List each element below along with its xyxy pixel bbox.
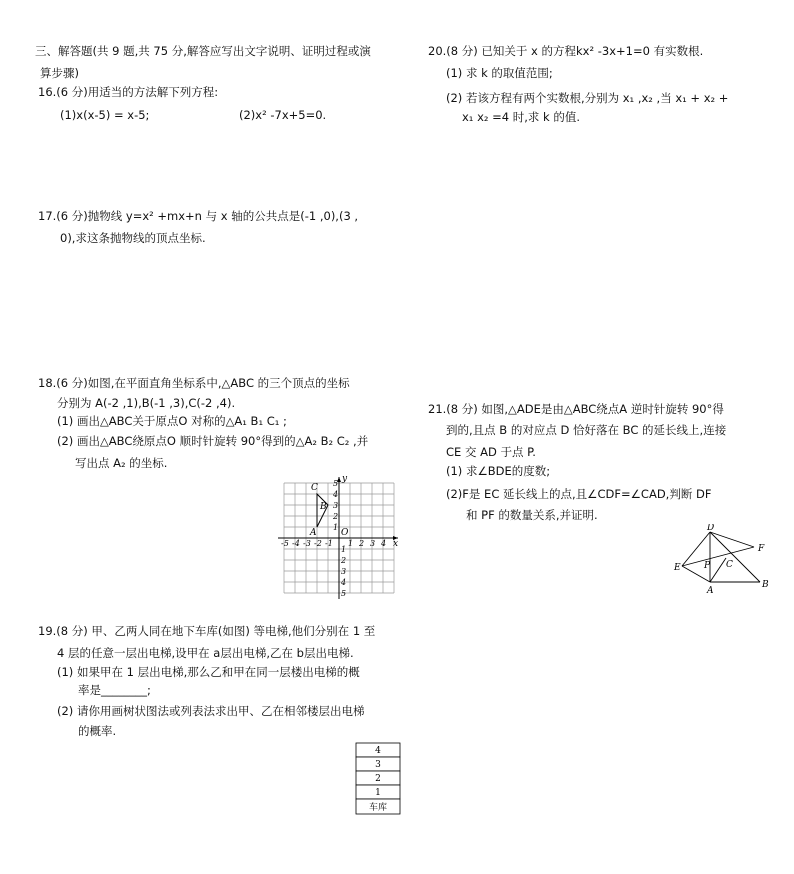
q19-part2-line1: (2) 请你用画树状图法或列表法求出甲、乙在相邻楼层出电梯 — [57, 704, 365, 718]
q18-part2-line1: (2) 画出△ABC绕原点O 顺时针旋转 90°得到的△A₂ B₂ C₂ ,并 — [57, 434, 369, 448]
point-c-label: C — [311, 483, 318, 493]
y-tick: 4 — [333, 490, 339, 499]
q20-part1: (1) 求 k 的取值范围; — [446, 66, 553, 80]
section-header-line2: 算步骤) — [40, 66, 79, 80]
q17-line2: 0),求这条抛物线的顶点坐标. — [60, 231, 206, 245]
point-d-label: D — [707, 524, 715, 533]
q21-line2: 到的,且点 B 的对应点 D 恰好落在 BC 的延长线上,连接 — [446, 423, 727, 437]
q21-line1: 21.(8 分) 如图,△ADE是由△ABC绕点A 逆时针旋转 90°得 — [428, 402, 724, 416]
point-a-label: A — [310, 528, 317, 538]
x-tick: 4 — [381, 539, 387, 548]
x-tick: -5 — [281, 539, 289, 548]
x-axis-label: x — [393, 539, 399, 549]
y-tick: 1 — [333, 523, 339, 532]
q21-part2-line1: (2)F是 EC 延长线上的点,且∠CDF=∠CAD,判断 DF — [446, 487, 712, 501]
x-tick: -4 — [292, 539, 300, 548]
floor-label: 2 — [375, 774, 381, 784]
x-tick: -3 — [303, 539, 311, 548]
x-tick: -2 — [314, 539, 322, 548]
y-tick: 4 — [341, 578, 347, 587]
floor-label: 1 — [375, 788, 381, 798]
q16-equation-1: (1)x(x-5) = x-5; — [60, 108, 150, 122]
q19-line1: 19.(8 分) 甲、乙两人同在地下车库(如图) 等电梯,他们分别在 1 至 — [38, 624, 376, 638]
q20-line1: 20.(8 分) 已知关于 x 的方程kx² -3x+1=0 有实数根. — [428, 44, 704, 58]
y-tick: 1 — [341, 545, 347, 554]
coordinate-grid-figure — [276, 475, 402, 601]
x-tick: 3 — [370, 539, 376, 548]
floor-label: 3 — [375, 760, 381, 770]
y-tick: 2 — [341, 556, 347, 565]
point-f-label: F — [758, 544, 765, 554]
point-b-label: B — [762, 580, 769, 590]
rotation-geometry-figure — [670, 524, 774, 598]
y-tick: 3 — [333, 501, 339, 510]
floor-label: 车库 — [368, 803, 388, 813]
elevator-floors-figure — [355, 742, 403, 822]
q21-part2-line2: 和 PF 的数量关系,并证明. — [466, 508, 598, 522]
point-b-label: B — [320, 502, 327, 512]
point-p-label: P — [704, 561, 711, 571]
q19-part1-line2: 率是________; — [78, 683, 151, 697]
x-tick: -1 — [325, 539, 333, 548]
q18-part2-line2: 写出点 A₂ 的坐标. — [75, 456, 168, 470]
floor-label: 4 — [375, 746, 381, 756]
y-tick: 5 — [333, 479, 339, 488]
q21-part1: (1) 求∠BDE的度数; — [446, 464, 551, 478]
y-tick: 2 — [333, 512, 339, 521]
x-tick: 2 — [359, 539, 365, 548]
x-tick: 1 — [348, 539, 354, 548]
point-c-label: C — [726, 560, 733, 570]
q17-line1: 17.(6 分)抛物线 y=x² +mx+n 与 x 轴的公共点是(-1 ,0),(3 , — [38, 209, 359, 223]
origin-label: O — [341, 528, 349, 538]
q18-line2: 分别为 A(-2 ,1),B(-1 ,3),C(-2 ,4). — [57, 396, 236, 410]
point-a-label: A — [707, 586, 714, 596]
y-axis-label: y — [342, 475, 348, 484]
q16-stem: 16.(6 分)用适当的方法解下列方程: — [38, 85, 219, 99]
q20-part2-line1: (2) 若该方程有两个实数根,分别为 x₁ ,x₂ ,当 x₁ + x₂ + — [446, 91, 729, 105]
q18-part1: (1) 画出△ABC关于原点O 对称的△A₁ B₁ C₁ ; — [57, 414, 287, 428]
section-header-line1: 三、解答题(共 9 题,共 75 分,解答应写出文字说明、证明过程或演 — [35, 44, 371, 58]
q18-line1: 18.(6 分)如图,在平面直角坐标系中,△ABC 的三个顶点的坐标 — [38, 376, 350, 390]
q19-part1-line1: (1) 如果甲在 1 层出电梯,那么乙和甲在同一层楼出电梯的概 — [57, 665, 360, 679]
y-tick: 5 — [341, 589, 347, 598]
q19-part2-line2: 的概率. — [78, 724, 117, 738]
q21-line3: CE 交 AD 于点 P. — [446, 445, 536, 459]
y-tick: 3 — [341, 567, 347, 576]
q19-line2: 4 层的任意一层出电梯,设甲在 a层出电梯,乙在 b层出电梯. — [57, 646, 354, 660]
point-e-label: E — [674, 563, 681, 573]
q16-equation-2: (2)x² -7x+5=0. — [239, 108, 327, 122]
q20-part2-line2: x₁ x₂ =4 时,求 k 的值. — [462, 110, 581, 124]
